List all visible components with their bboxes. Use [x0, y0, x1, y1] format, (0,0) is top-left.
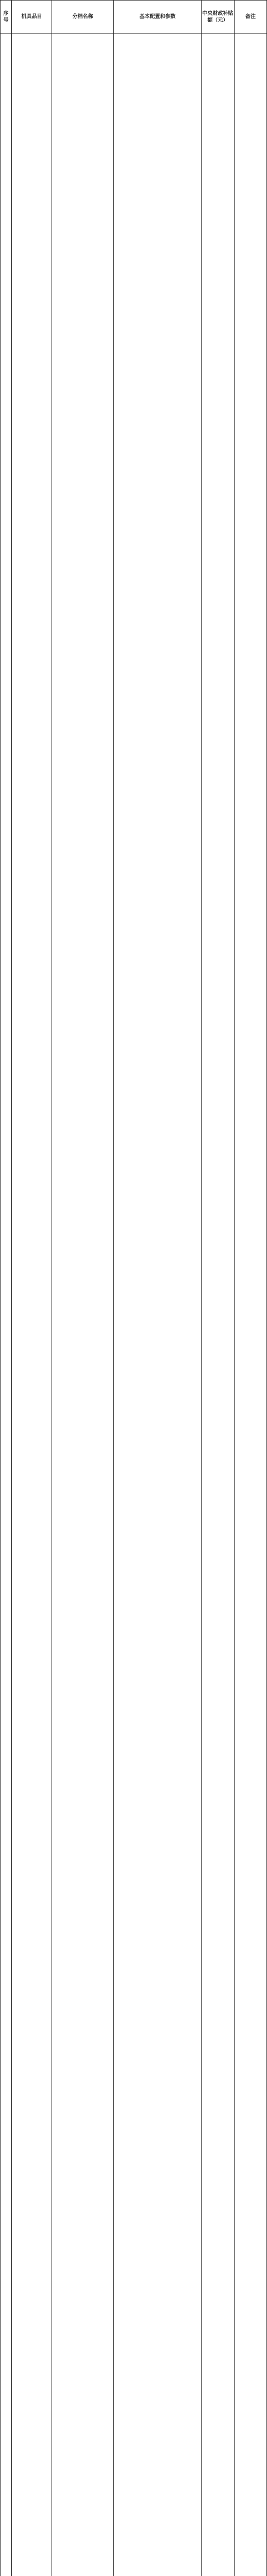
- column-note: [235, 33, 266, 2576]
- column-index: [1, 33, 12, 2576]
- header-cell-index: 序号: [1, 1, 12, 33]
- header-cell-category: 机具品目: [12, 1, 52, 33]
- column-spec: [114, 33, 202, 2576]
- column-category: [12, 33, 52, 2576]
- header-cell-note: 备注: [245, 14, 256, 20]
- header-cell-subsidy: 中央财政补贴额（元）: [202, 1, 235, 33]
- column-subsidy: [202, 33, 235, 2576]
- header-cell-grade: 分档名称: [52, 1, 114, 33]
- column-grade: [52, 33, 114, 2576]
- table-header: [1, 1, 266, 33]
- header-cell-spec: 基本配置和参数: [114, 1, 202, 33]
- table-body: [1, 33, 266, 2576]
